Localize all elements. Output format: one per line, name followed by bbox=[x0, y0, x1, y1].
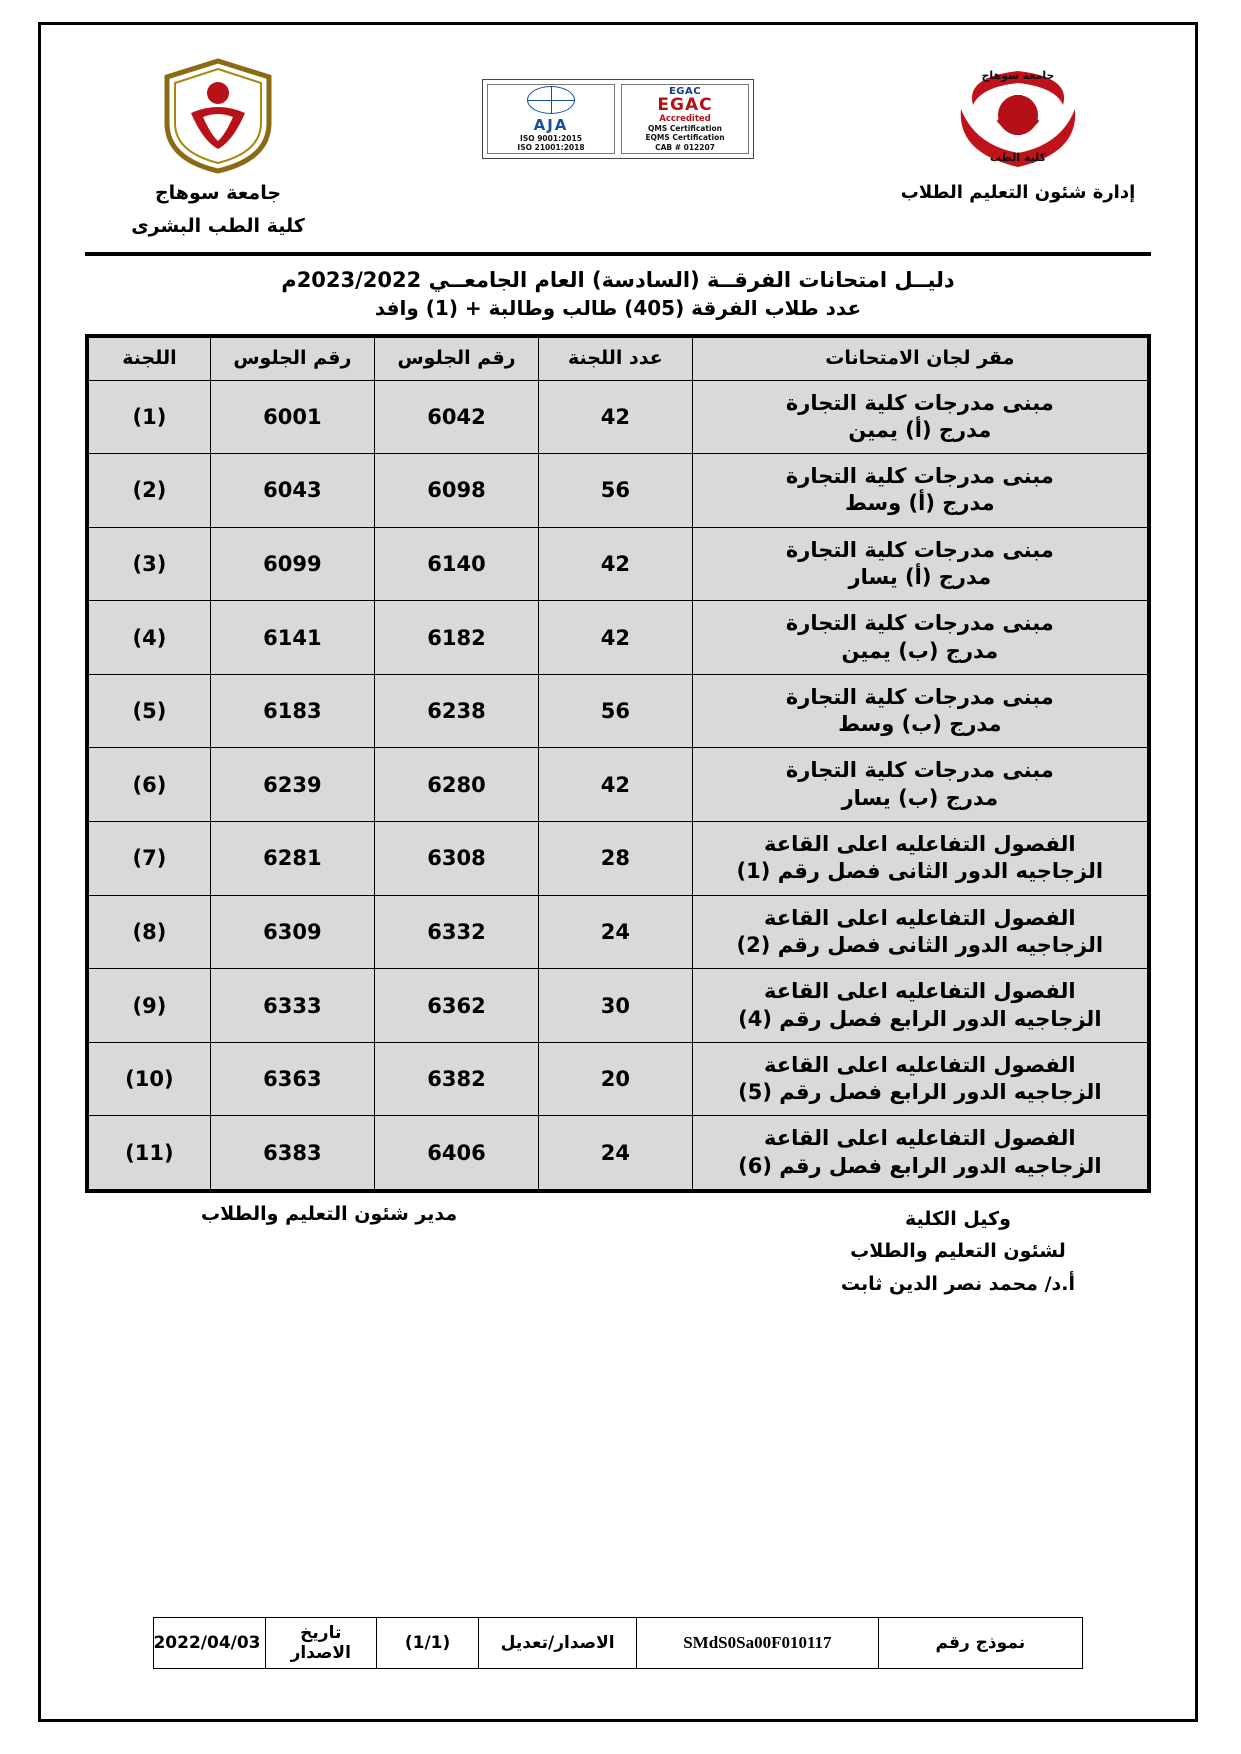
aja-label: AJA bbox=[533, 115, 569, 134]
cell-count: 30 bbox=[539, 969, 693, 1043]
table-row bbox=[89, 969, 1148, 1043]
egac-line-2: EQMS Certification bbox=[645, 133, 725, 143]
department-label: إدارة شئون التعليم الطلاب bbox=[900, 182, 1136, 203]
cell-seat-from: 6183 bbox=[210, 674, 374, 748]
table-row bbox=[89, 601, 1148, 675]
svg-text:كلية الطب: كلية الطب bbox=[989, 151, 1047, 164]
table-row bbox=[89, 822, 1148, 896]
cell-place: الفصول التفاعليه اعلى القاعة الزجاجيه الدور الرابع فصل رقم (4) bbox=[692, 969, 1147, 1043]
egac-top-label: EGAC bbox=[668, 85, 702, 97]
exam-committees-table-wrapper bbox=[85, 334, 1151, 1193]
table-header-row bbox=[89, 337, 1148, 380]
cell-seat-from: 6239 bbox=[210, 748, 374, 822]
footer-date-label: تاريخ الاصدار bbox=[265, 1618, 376, 1669]
cell-seat-to: 6140 bbox=[374, 527, 538, 601]
table-row bbox=[89, 895, 1148, 969]
aja-line-2: ISO 21001:2018 bbox=[517, 143, 585, 152]
header-divider bbox=[85, 252, 1151, 256]
page-inner bbox=[55, 39, 1181, 1705]
footer-table bbox=[153, 1617, 1083, 1669]
cell-place: الفصول التفاعليه اعلى القاعة الزجاجيه الدور الثانى فصل رقم (1) bbox=[692, 822, 1147, 896]
cell-seat-from: 6309 bbox=[210, 895, 374, 969]
cell-committee: (7) bbox=[89, 822, 211, 896]
cell-count: 42 bbox=[539, 601, 693, 675]
document-page bbox=[38, 22, 1198, 1722]
cell-seat-from: 6043 bbox=[210, 454, 374, 528]
cell-seat-from: 6001 bbox=[210, 380, 374, 454]
cell-place: مبنى مدرجات كلية التجارة مدرج (ب) وسط bbox=[692, 674, 1147, 748]
faculty-shield-logo-icon bbox=[157, 57, 279, 175]
egac-certificate-icon bbox=[621, 84, 749, 154]
cell-seat-to: 6332 bbox=[374, 895, 538, 969]
page-title: دليــل امتحانات الفرقــة (السادسة) العام الجامعــي 2023/2022م bbox=[281, 267, 955, 292]
document-footer bbox=[69, 1617, 1167, 1669]
globe-icon bbox=[527, 86, 575, 114]
svg-text:جامعة سوهاج: جامعة سوهاج bbox=[981, 69, 1055, 82]
signature-vice-dean-line2: لشئون التعليم والطلاب bbox=[850, 1240, 1066, 1263]
footer-row bbox=[154, 1618, 1083, 1669]
footer-form-code: SMdS0Sa00F010117 bbox=[637, 1618, 879, 1669]
cell-committee: (3) bbox=[89, 527, 211, 601]
cell-count: 20 bbox=[539, 1042, 693, 1116]
cell-seat-from: 6383 bbox=[210, 1116, 374, 1190]
cell-seat-from: 6141 bbox=[210, 601, 374, 675]
cell-committee: (11) bbox=[89, 1116, 211, 1190]
table-body bbox=[89, 380, 1148, 1190]
cell-count: 56 bbox=[539, 454, 693, 528]
signature-director: مدير شئون التعليم والطلاب bbox=[201, 1203, 458, 1226]
cell-seat-to: 6280 bbox=[374, 748, 538, 822]
cell-place: الفصول التفاعليه اعلى القاعة الزجاجيه الدور الثانى فصل رقم (2) bbox=[692, 895, 1147, 969]
table-row bbox=[89, 380, 1148, 454]
cell-count: 24 bbox=[539, 1116, 693, 1190]
cell-committee: (8) bbox=[89, 895, 211, 969]
column-header-seat-from: رقم الجلوس bbox=[210, 337, 374, 380]
university-name: جامعة سوهاج bbox=[154, 182, 282, 204]
header-right-block bbox=[893, 57, 1143, 203]
cell-seat-to: 6308 bbox=[374, 822, 538, 896]
accreditation-badges bbox=[482, 79, 754, 159]
egac-line-3: CAB # 012207 bbox=[655, 142, 715, 152]
cell-place: مبنى مدرجات كلية التجارة مدرج (ب) يمين bbox=[692, 601, 1147, 675]
document-header bbox=[55, 39, 1181, 242]
column-header-committee: اللجنة bbox=[89, 337, 211, 380]
egac-label: EGAC bbox=[657, 94, 713, 115]
table-row bbox=[89, 1116, 1148, 1190]
faculty-name: كلية الطب البشرى bbox=[131, 215, 305, 238]
column-header-place: مقر لجان الامتحانات bbox=[692, 337, 1147, 380]
cell-committee: (10) bbox=[89, 1042, 211, 1116]
egac-accredited-label: Accredited bbox=[659, 113, 711, 124]
cell-seat-from: 6333 bbox=[210, 969, 374, 1043]
footer-edition-label: الاصدار/تعديل bbox=[479, 1618, 637, 1669]
column-header-count: عدد اللجنة bbox=[539, 337, 693, 380]
exam-committees-table bbox=[88, 337, 1148, 1190]
cell-count: 42 bbox=[539, 380, 693, 454]
header-center-block bbox=[428, 57, 808, 159]
signature-vice-dean-line1: وكيل الكلية bbox=[904, 1208, 1011, 1231]
footer-edition-value: (1/1) bbox=[376, 1618, 478, 1669]
table-row bbox=[89, 748, 1148, 822]
cell-seat-to: 6042 bbox=[374, 380, 538, 454]
column-header-seat-to: رقم الجلوس bbox=[374, 337, 538, 380]
footer-date-value: 2022/04/03 bbox=[154, 1618, 266, 1669]
cell-count: 42 bbox=[539, 748, 693, 822]
table-row bbox=[89, 454, 1148, 528]
cell-place: مبنى مدرجات كلية التجارة مدرج (أ) يسار bbox=[692, 527, 1147, 601]
sohag-university-logo-icon bbox=[943, 57, 1093, 172]
cell-committee: (1) bbox=[89, 380, 211, 454]
cell-seat-from: 6363 bbox=[210, 1042, 374, 1116]
cell-place: مبنى مدرجات كلية التجارة مدرج (أ) يمين bbox=[692, 380, 1147, 454]
cell-place: مبنى مدرجات كلية التجارة مدرج (ب) يسار bbox=[692, 748, 1147, 822]
cell-place: مبنى مدرجات كلية التجارة مدرج (أ) وسط bbox=[692, 454, 1147, 528]
cell-seat-to: 6382 bbox=[374, 1042, 538, 1116]
page-subtitle: عدد طلاب الفرقة (405) طالب وطالبة + (1) وافد bbox=[374, 295, 862, 320]
cell-seat-from: 6281 bbox=[210, 822, 374, 896]
cell-count: 28 bbox=[539, 822, 693, 896]
header-left-block bbox=[93, 57, 343, 242]
table-row bbox=[89, 1042, 1148, 1116]
cell-committee: (5) bbox=[89, 674, 211, 748]
cell-committee: (4) bbox=[89, 601, 211, 675]
aja-certificate-icon bbox=[487, 84, 615, 154]
cell-seat-to: 6362 bbox=[374, 969, 538, 1043]
signature-vice-dean bbox=[841, 1203, 1075, 1300]
cell-place: الفصول التفاعليه اعلى القاعة الزجاجيه الدور الرابع فصل رقم (5) bbox=[692, 1042, 1147, 1116]
aja-line-1: ISO 9001:2015 bbox=[520, 133, 582, 143]
cell-seat-to: 6406 bbox=[374, 1116, 538, 1190]
cell-count: 24 bbox=[539, 895, 693, 969]
cell-seat-to: 6238 bbox=[374, 674, 538, 748]
cell-seat-from: 6099 bbox=[210, 527, 374, 601]
egac-line-1: QMS Certification bbox=[648, 123, 723, 133]
cell-committee: (6) bbox=[89, 748, 211, 822]
footer-form-label: نموذج رقم bbox=[878, 1618, 1082, 1669]
table-row bbox=[89, 674, 1148, 748]
cell-committee: (9) bbox=[89, 969, 211, 1043]
cell-count: 56 bbox=[539, 674, 693, 748]
cell-place: الفصول التفاعليه اعلى القاعة الزجاجيه الدور الرابع فصل رقم (6) bbox=[692, 1116, 1147, 1190]
cell-committee: (2) bbox=[89, 454, 211, 528]
cell-seat-to: 6098 bbox=[374, 454, 538, 528]
cell-count: 42 bbox=[539, 527, 693, 601]
table-row bbox=[89, 527, 1148, 601]
signature-vice-dean-line3: أ.د/ محمد نصر الدين ثابت bbox=[840, 1272, 1075, 1295]
signatures-block bbox=[91, 1203, 1145, 1333]
cell-seat-to: 6182 bbox=[374, 601, 538, 675]
